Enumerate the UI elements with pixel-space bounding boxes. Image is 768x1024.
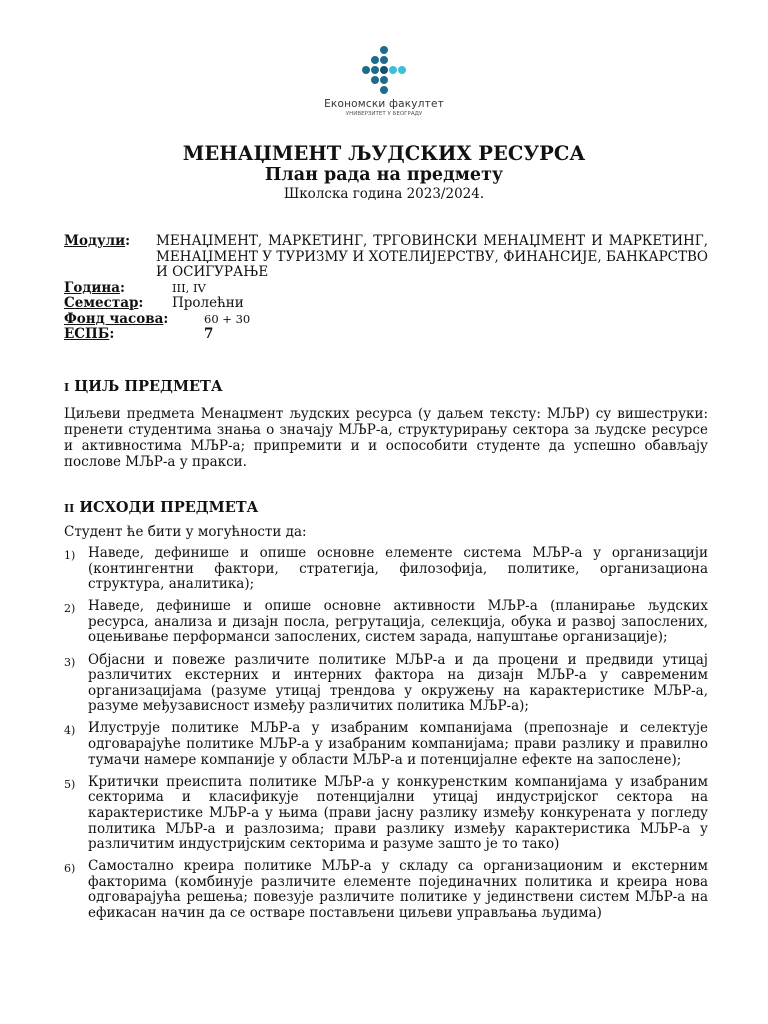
list-item [64,546,708,593]
list-item-text: Објасни и повеже различите политике МЉР-а и да процени и предвиди утицај различитих екстерних и интерних фактора на дизајн МЉР-а у савременим организацијама (разуме утицај трендова у окружењу на карактеристике МЉР-а, разуме међузависност између различитих политика МЉР-а); [88,651,708,715]
list-item-number: 4) [64,724,76,738]
section-1-heading [64,378,223,395]
modules-row: Модули: МЕНАЏМЕНТ, МАРКЕТИНГ, ТРГОВИНСКИ МЕНАЏМЕНТ И МАРКЕТИНГ, МЕНАЏМЕНТ У ТУРИЗМУ И ХОТЕЛИЈЕРСТВУ, ФИНАНСИЈЕ, БАНКАРСТВО И ОСИГУРАЊЕ [64,233,708,280]
page-subtitle: План рада на предмету [264,165,504,185]
outcomes-list [64,546,708,928]
list-item-number: 1) [64,549,76,562]
section-1-text: Циљеви предмета Менаџмент људских ресурса (у даљем тексту: МЉР) су вишеструки: пренети студентима знања о значају МЉР-а, структурирању сектора за људске ресурсе и активностима МЉР-а; припремити и и оспособити студенте да успешно обављају послове МЉР-а у пракси. [64,406,708,470]
list-item [64,859,708,921]
list-item [64,599,708,646]
hours-row: Фонд часова: 60 + 30 [64,310,251,327]
faculty-logo [300,44,468,132]
list-item-text: Наведе, дефинише и опише основне елементе система МЉР-а у организацији (контингентни фактори, стратегија, филозофија, политике, организациона структура, аналитика); [88,545,708,593]
list-item-number: 2) [64,602,76,616]
semester-value: Пролећни [172,295,244,311]
semester-label: Семестар [64,295,139,311]
ects-value: 7 [204,326,214,342]
list-item-text: Илуструје политике МЉР-а у изабраним компанијама (препознаје и селектује одговарајуће политике МЉР-а у изабраним компанијама; прави разлику и правилно тумачи намере компаније у области МЉР-а и потенцијалне ефекте на запослене); [88,720,708,768]
ects-row: ЕСПБ: 7 [64,326,214,342]
hours-value: 60 + 30 [204,311,251,326]
list-item-number: 5) [64,777,76,791]
academic-year: Школска година 2023/2024. [283,186,485,202]
hours-label: Фонд часова [64,310,164,327]
ects-label: ЕСПБ [64,326,110,342]
list-item-text: Наведе, дефинише и опише основне активности МЉР-а (планирање људских ресурса, анализа и дизајн посла, регрутација, селекција, обука и развој запослених, оцењивање перформанси запослених, систем зарада, напуштање организације); [88,598,708,646]
year-row: Година: III, IV [64,279,206,296]
year-label: Година [64,279,120,296]
section-1-number: I [64,381,70,394]
logo-subname: УНИВЕРЗИТЕТ У БЕОГРАДУ [345,111,423,117]
list-item [64,775,708,853]
year-value: III, IV [172,280,206,295]
section-2-intro: Студент ће бити у могућности да: [64,524,307,540]
section-2-heading [64,499,258,516]
modules-label: Модули [64,233,126,249]
list-item-number: 3) [64,655,76,669]
modules-value: МЕНАЏМЕНТ, МАРКЕТИНГ, ТРГОВИНСКИ МЕНАЏМЕНТ И МАРКЕТИНГ, МЕНАЏМЕНТ У ТУРИЗМУ И ХОТЕЛИЈЕРСТВУ, ФИНАНСИЈЕ, БАНКАРСТВО И ОСИГУРАЊЕ [156,233,708,280]
course-meta [64,234,708,343]
logo-dots-icon [354,44,414,96]
list-item-text: Самостално креира политике МЉР-а у складу са организационим и екстерним факторима (комбинује различите елементе појединачних политика и креира нова одговарајућа решења; повезује различите политике у јединствени систем МЉР-а на ефикасан начин да се остваре постављени циљеви управљања људима) [88,858,708,921]
section-2-title: ИСХОДИ ПРЕДМЕТА [79,499,259,516]
list-item-number: 6) [64,862,76,876]
section-2-number: II [64,502,75,515]
page-title: МЕНАЏМЕНТ ЉУДСКИХ РЕСУРСА [182,142,586,165]
logo-name: Економски факултет [324,98,444,110]
list-item [64,653,708,715]
list-item-text: Критички преиспита политике МЉР-а у конкуренстким компанијама у изабраним секторима и класификује потенцијални утицај индустријског сектора на карактеристике МЉР-а у њима (прави јасну разлику између конкурената у погледу политика МЉР-а и разлозима; прави разлику између карактеристика МЉР-а у различитим индустријским секторима и разуме зашто је то тако) [88,773,708,853]
semester-row: Семестар: Пролећни [64,295,244,311]
list-item [64,721,708,768]
section-1-title: ЦИЉ ПРЕДМЕТА [74,378,223,395]
